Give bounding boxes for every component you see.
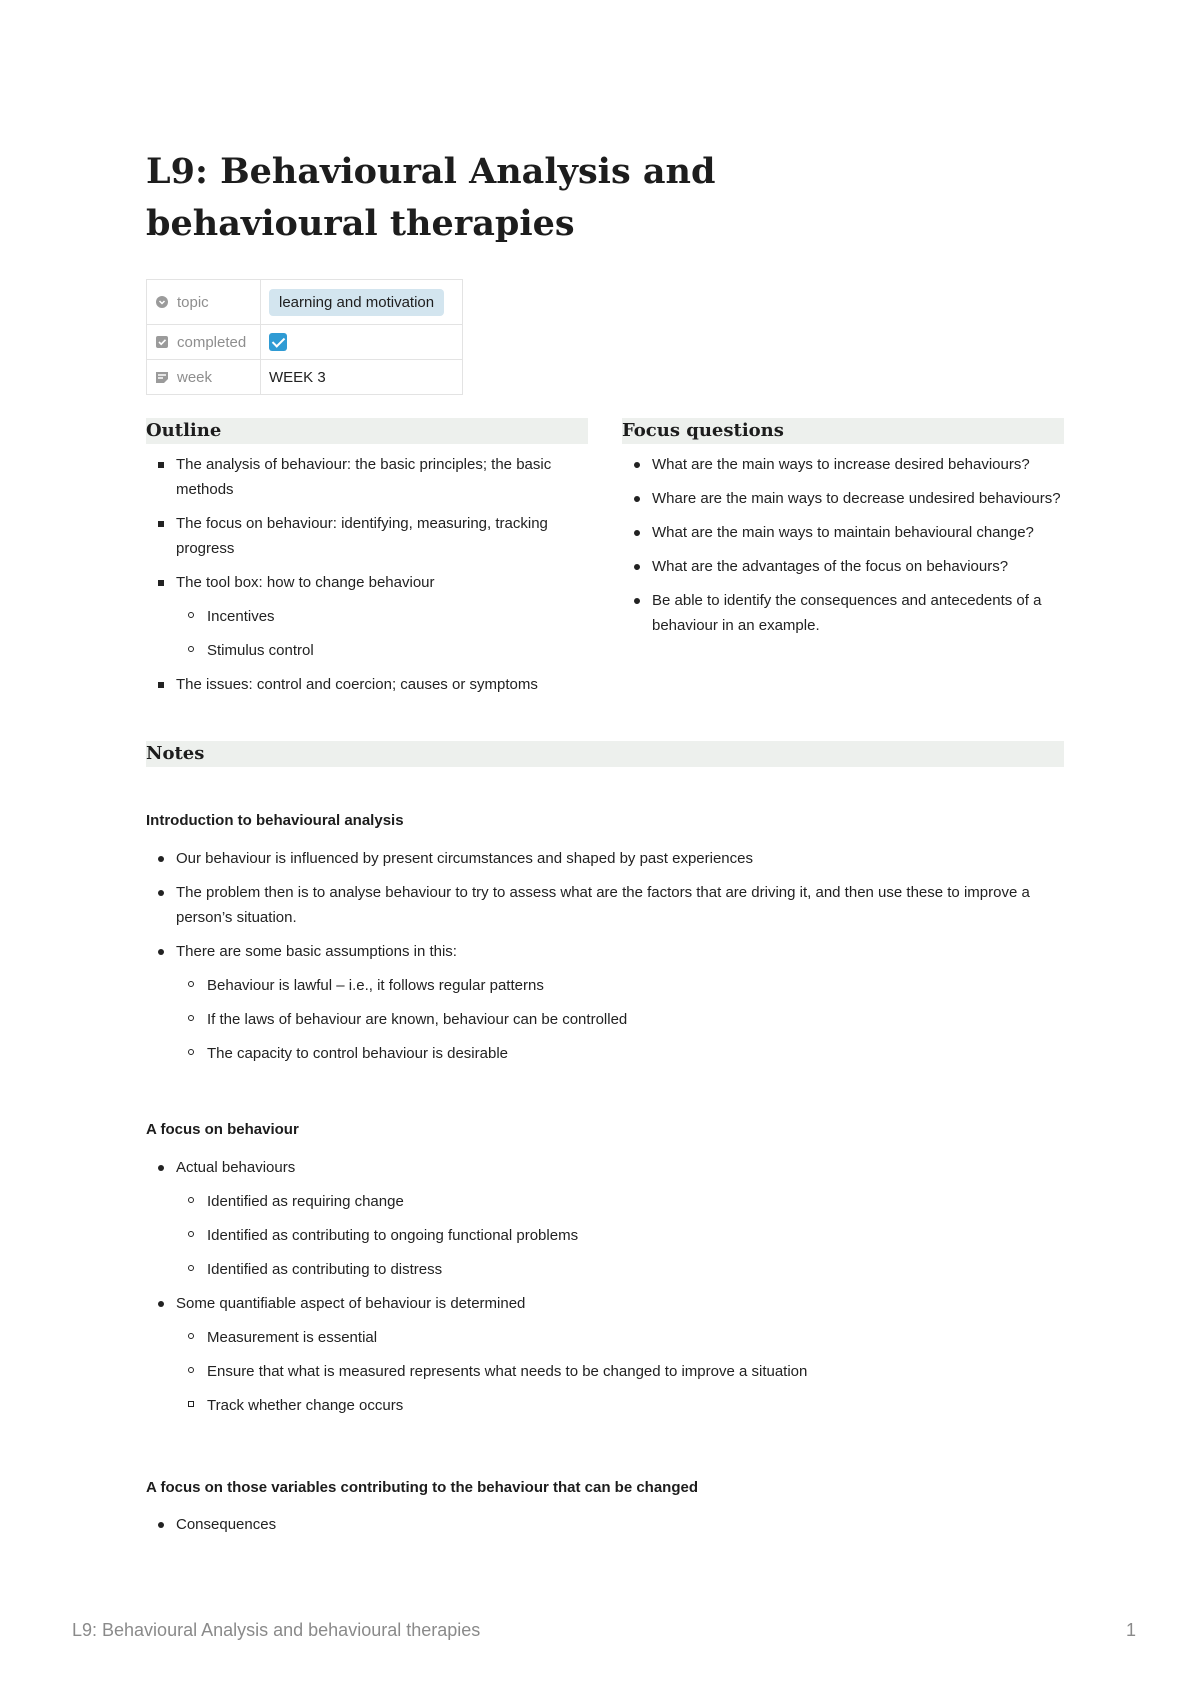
list-item-text: Some quantifiable aspect of behaviour is determined — [176, 1295, 526, 1312]
outline-column — [146, 418, 588, 697]
list-item — [146, 939, 1064, 1066]
list-item: Identified as contributing to distress — [176, 1257, 1064, 1282]
property-key-topic — [147, 280, 261, 325]
property-key-label: completed — [177, 333, 247, 351]
variables-list — [146, 1512, 1064, 1537]
list-item: The problem then is to analyse behaviour to try to assess what are the factors that are driving it, and then use these to improve a person’s situation. — [146, 880, 1064, 930]
focus-questions-heading: Focus questions — [622, 418, 1064, 444]
property-value-week[interactable]: WEEK 3 — [261, 360, 463, 395]
checkbox-property-icon — [155, 335, 169, 349]
property-key-week — [147, 360, 261, 395]
list-item: The focus on behaviour: identifying, measuring, tracking progress — [146, 511, 588, 561]
list-item: Whare are the main ways to decrease undesired behaviours? — [622, 486, 1064, 511]
list-item: What are the main ways to increase desired behaviours? — [622, 452, 1064, 477]
list-item: What are the main ways to maintain behavioural change? — [622, 520, 1064, 545]
list-item: The capacity to control behaviour is desirable — [176, 1041, 1064, 1066]
list-item: Our behaviour is influenced by present circumstances and shaped by past experiences — [146, 846, 1064, 871]
list-item: Consequences — [146, 1512, 1064, 1537]
list-item-text: The tool box: how to change behaviour — [176, 574, 435, 591]
list-item: The issues: control and coercion; causes or symptoms — [146, 672, 588, 697]
list-item — [146, 1155, 1064, 1282]
sub-list — [176, 604, 588, 663]
list-item: Be able to identify the consequences and antecedents of a behaviour in an example. — [622, 588, 1064, 638]
focus-questions-list — [622, 452, 1064, 638]
outline-heading: Outline — [146, 418, 588, 444]
list-item: Identified as requiring change — [176, 1189, 1064, 1214]
page-footer — [72, 1620, 1136, 1641]
list-item: Incentives — [176, 604, 588, 629]
topic-tag[interactable]: learning and motivation — [269, 289, 444, 316]
completed-checkbox[interactable] — [269, 333, 287, 351]
property-key-completed — [147, 325, 261, 360]
page-number: 1 — [1125, 1620, 1136, 1640]
focus-behaviour-list — [146, 1155, 1064, 1418]
list-item: Track whether change occurs — [176, 1393, 1064, 1418]
intro-heading: Introduction to behavioural analysis — [146, 812, 404, 829]
property-key-label: topic — [177, 293, 209, 311]
list-item: Measurement is essential — [176, 1325, 1064, 1350]
properties-table — [146, 279, 463, 395]
property-value-topic[interactable] — [261, 280, 463, 325]
property-row-week — [147, 360, 463, 395]
list-item: Stimulus control — [176, 638, 588, 663]
focus-behaviour-heading: A focus on behaviour — [146, 1121, 299, 1138]
sub-list — [176, 973, 1064, 1066]
sub-list — [176, 1325, 1064, 1418]
footer-title: L9: Behavioural Analysis and behavioural therapies — [72, 1620, 481, 1640]
list-item-text: Actual behaviours — [176, 1159, 296, 1176]
intro-list — [146, 846, 1064, 1066]
list-item — [146, 570, 588, 663]
property-row-topic — [147, 280, 463, 325]
text-property-icon — [155, 370, 169, 384]
list-item: Behaviour is lawful – i.e., it follows regular patterns — [176, 973, 1064, 998]
property-row-completed — [147, 325, 463, 360]
focus-questions-column — [622, 418, 1064, 638]
notes-heading: Notes — [146, 741, 1064, 767]
outline-list — [146, 452, 588, 697]
list-item — [146, 1291, 1064, 1418]
variables-heading: A focus on those variables contributing to the behaviour that can be changed — [146, 1479, 699, 1496]
property-key-label: week — [177, 368, 213, 386]
list-item: If the laws of behaviour are known, behaviour can be controlled — [176, 1007, 1064, 1032]
list-item: Ensure that what is measured represents what needs to be changed to improve a situation — [176, 1359, 1064, 1384]
list-item: What are the advantages of the focus on behaviours? — [622, 554, 1064, 579]
page-title: L9: Behavioural Analysis and behavioural therapies — [146, 151, 716, 244]
list-item: The analysis of behaviour: the basic principles; the basic methods — [146, 452, 588, 502]
list-item: Identified as contributing to ongoing functional problems — [176, 1223, 1064, 1248]
list-item-text: There are some basic assumptions in this: — [176, 943, 457, 960]
select-icon — [155, 295, 169, 309]
sub-list — [176, 1189, 1064, 1282]
property-value-completed[interactable] — [261, 325, 463, 360]
